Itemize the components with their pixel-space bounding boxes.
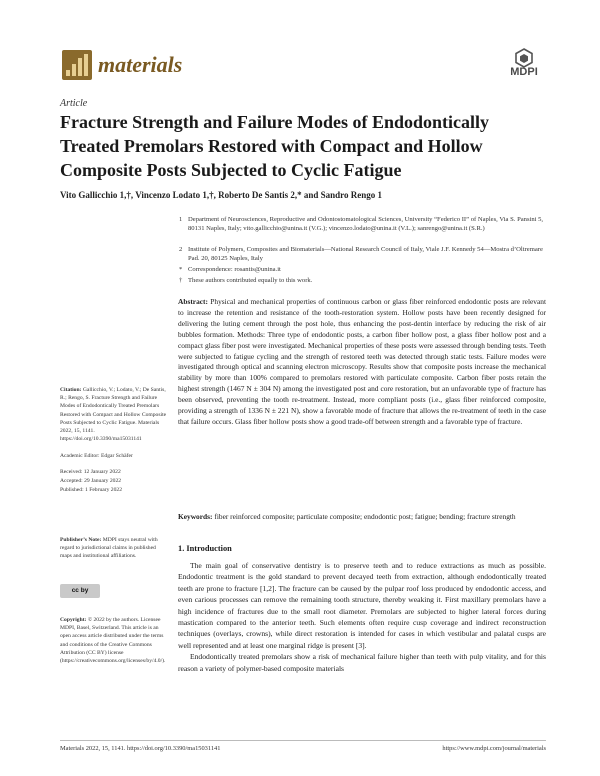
affiliation-marker: 2: [179, 246, 183, 253]
affiliation-text: Department of Neurosciences, Reproductive and Odontostomatological Sciences, University “Federico II” of Naples, Via S. Pansini 5, 80131 Naples, Italy; vito.gallicchio@unina.it (V.G.); vincenzo.lodato@unina.it (V.L.); sanrengo@unina.it (S.R.): [188, 216, 544, 232]
abstract: [178, 297, 546, 428]
affiliation-1: [179, 216, 546, 233]
correspondence-email[interactable]: Correspondence: rosantis@unina.it: [188, 266, 281, 273]
publisher-note: [60, 536, 168, 561]
equal-contribution-text: These authors contributed equally to this work.: [188, 277, 313, 284]
published-date: Published: 1 February 2022: [60, 487, 122, 493]
page-footer: [60, 740, 546, 752]
academic-editor: Academic Editor: Edgar Schäfer: [60, 453, 133, 459]
footer-journal-link[interactable]: https://www.mdpi.com/journal/materials: [442, 745, 546, 752]
journal-name: materials: [98, 52, 183, 77]
publisher-logo: [502, 48, 546, 84]
journal-logo-icon: [62, 50, 92, 80]
correspondence: [179, 266, 546, 275]
mdpi-hexagon-icon: [514, 48, 534, 68]
abstract-text: Physical and mechanical properties of continuous carbon or glass fiber reinforced endodontic posts are relevant to increase the retention and resistance of the tooth-restoration system. Hollow posts have been recently designed for delivering the luting cement through the post hole, thus enhancing the post-dentin interface by reducing the risk of air bubbles formation. Methods: Three type of endodontic posts, a carbon fiber hollow post, a glass fiber hollow post and a compact glass fiber post were investigated. Mechanical properties of these posts were assessed through bending tests. Teeth were subjected to fatigue cycling and the strength of restored teeth was detected through static tests. Failure modes were investigated through optical and scanning electron microscopy. Results show that composite posts increase the mechanical stability by more than 100% compared to premolars restored with particulate composite. Carbon fiber posts retain the highest strength (1467 N ± 304 N) among the investigated post and core restoration, but an unfavorable type of fracture has been observed, preventing the tooth re-treatment. Instead, more compliant posts (i.e., glass fiber reinforced composite, providing a strength of 1336 N ± 221 N), show a favorable mode of fracture that allows the re-treatment of teeth in the case that failure occurs. Glass fiber hollow posts show a good trade-off between strength and a favorable type of fracture.: [178, 297, 546, 426]
publisher-note-label: Publisher’s Note:: [60, 537, 102, 543]
footer-citation[interactable]: Materials 2022, 15, 1141. https://doi.org/10.3390/ma15031141: [60, 745, 221, 752]
article-type: Article: [60, 98, 88, 109]
affiliation-2: [179, 246, 546, 263]
correspondence-marker: *: [179, 266, 183, 273]
citation-label: Citation:: [60, 387, 82, 393]
article-title: Fracture Strength and Failure Modes of Endodontically Treated Premolars Restored with Compact and Hollow Composite Posts Subjected to Cyclic Fatigue: [60, 112, 490, 180]
affiliation-text: Institute of Polymers, Composites and Biomaterials—National Research Council of Italy, Viale J.F. Kennedy 54—Mostra d’Oltremare Pad. 20, 80125 Naples, Italy: [188, 246, 543, 262]
equal-contribution-note: [179, 277, 546, 286]
copyright-block: [60, 616, 168, 665]
accepted-date: Accepted: 29 January 2022: [60, 478, 122, 484]
citation-block: [60, 386, 168, 443]
publisher-note-text: MDPI stays neutral with regard to jurisdictional claims in published maps and institutional affiliations.: [60, 537, 158, 560]
intro-paragraph: Endodontically treated premolars show a risk of mechanical failure higher than teeth with pulp vitality, and for this reason a variety of polymer-based composite materials: [178, 652, 546, 673]
cc-by-license-icon[interactable]: cc by: [60, 584, 100, 598]
abstract-label: Abstract:: [178, 297, 208, 306]
keywords: [178, 512, 546, 523]
introduction-heading: 1. Introduction: [178, 544, 232, 553]
received-date: Received: 12 January 2022: [60, 469, 121, 475]
introduction-body: [178, 560, 546, 674]
keywords-label: Keywords:: [178, 512, 213, 521]
citation-text[interactable]: Gallicchio, V.; Lodato, V.; De Santis, R.; Rengo, S. Fracture Strength and Failure Modes of Endodontically Treated Premolars Restored with Compact and Hollow Composite Posts Subjected to Cyclic Fatigue. Materials 2022, 15, 1141. https://doi.org/10.3390/ma15031141: [60, 387, 167, 443]
publisher-name: MDPI: [510, 66, 538, 78]
author-list: Vito Gallicchio 1,†, Vincenzo Lodato 1,†, Roberto De Santis 2,* and Sandro Rengo 1: [60, 190, 383, 200]
copyright-text: © 2022 by the authors. Licensee MDPI, Basel, Switzerland. This article is an open access article distributed under the terms and conditions of the Creative Commons Attribution (CC BY) license (https://creativecommons.org/licenses/by/4.0/).: [60, 617, 166, 665]
intro-paragraph: The main goal of conservative dentistry is to preserve teeth and to reduce extractions as much as possible. Endodontic treatment is the gold standard to prevent decayed teeth from extraction, although endodontically treated teeth are prone to fracture [1,2]. The fracture can be caused by the pulpar roof loss produced by endodontic access, and even carious processes can remove the remaining tooth structure, thereby weaking it. First maxillary premolars have a high incidence of fractures due to the small root diameter. Premolars are subjected to higher lateral forces during mastication compared to the anterior teeth. Such elements often require cusp coverage and indirect reconstruction techniques (overlays, crowns), while direct restoration is intended for cases in which vestibular and palatal cusps are well represented and at least one marginal ridge is present [3].: [178, 561, 546, 650]
affiliation-marker: 1: [179, 216, 183, 223]
copyright-label: Copyright:: [60, 617, 87, 623]
equal-contribution-marker: †: [179, 277, 183, 284]
keywords-text: fiber reinforced composite; particulate composite; endodontic post; fatigue; bending; fracture strength: [214, 512, 516, 521]
